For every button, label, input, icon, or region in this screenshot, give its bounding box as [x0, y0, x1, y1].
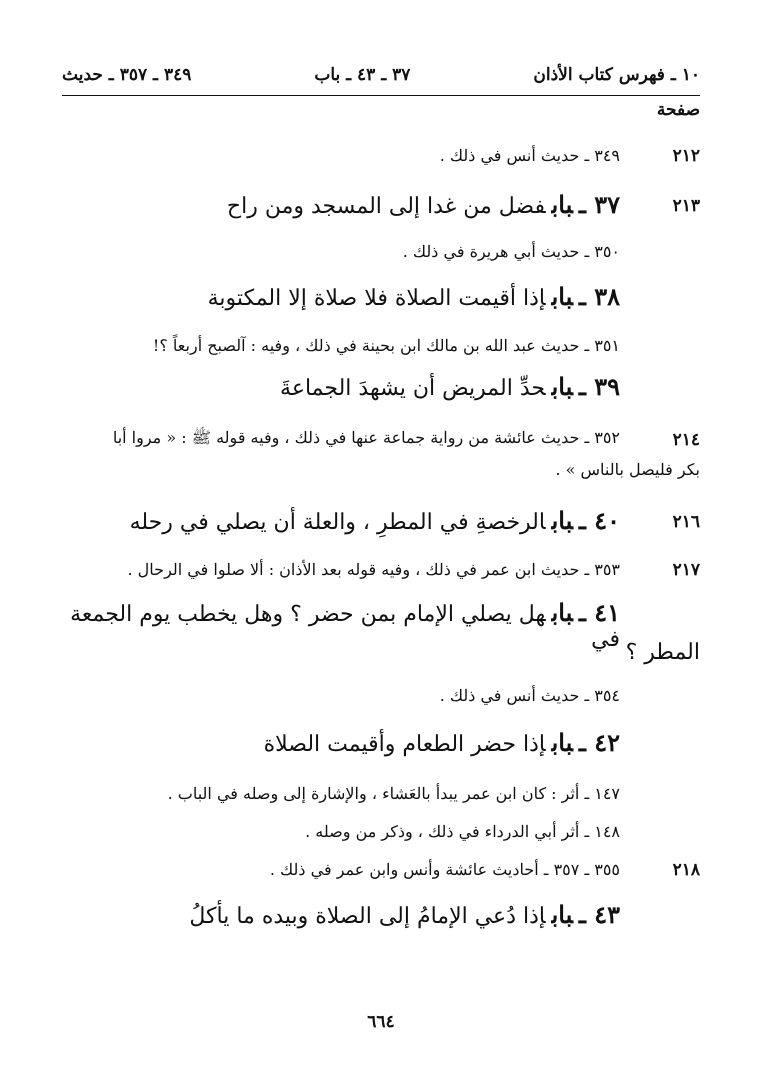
header-bab-range: ٣٧ ـ ٤٣ ـ باب — [314, 65, 411, 85]
page-number: ٢١٦ — [672, 512, 700, 532]
chapter-heading — [56, 282, 620, 311]
page-number: ٢١٧ — [672, 560, 700, 580]
chapter-title: إذا أقيمت الصلاة فلا صلاة إلا المكتوبة — [207, 286, 546, 311]
index-entry — [56, 822, 700, 848]
chapter-entry — [56, 506, 700, 540]
index-entry — [56, 146, 700, 172]
index-entry — [56, 428, 700, 486]
chapter-number: ٤٠ ـ — [578, 506, 620, 535]
chapter-number: ٤١ ـ — [578, 598, 620, 627]
chapter-heading — [56, 900, 620, 929]
page-footer-number: ٦٦٤ — [367, 1012, 395, 1032]
entry-text: ١٤٨ ـ أثر أبي الدرداء في ذلك ، وذكر من وصله . — [305, 822, 620, 841]
page-number: ٢١٤ — [672, 430, 700, 450]
page-number: ٢١٢ — [672, 146, 700, 166]
chapter-keyword: باب — [551, 900, 573, 929]
chapter-number: ٣٨ ـ — [578, 282, 620, 311]
chapter-entry — [56, 900, 700, 934]
chapter-title: إذا حضر الطعام وأقيمت الصلاة — [263, 732, 546, 757]
index-entry — [56, 242, 700, 268]
chapter-entry — [56, 282, 700, 316]
chapter-heading — [56, 506, 620, 535]
chapter-heading — [56, 372, 620, 401]
chapter-title: إذا دُعي الإمامُ إلى الصلاة وبيده ما يأكلُ — [189, 904, 546, 929]
running-header — [62, 60, 700, 90]
chapter-number: ٤٣ ـ — [578, 900, 620, 929]
chapter-number: ٣٧ ـ — [578, 190, 620, 219]
index-entry — [56, 686, 700, 712]
chapter-title: هل يصلي الإمام بمن حضر ؟ وهل يخطب يوم الجمعة في — [70, 602, 620, 652]
index-entry — [56, 860, 700, 886]
chapter-keyword: باب — [551, 190, 573, 219]
chapter-title-continued: المطر ؟ — [625, 640, 700, 665]
chapter-entry — [56, 190, 700, 224]
chapter-title: الرخصةِ في المطرِ ، والعلة أن يصلي في رحله — [129, 510, 546, 535]
page-number: ٢١٨ — [672, 860, 700, 880]
index-entry — [56, 336, 700, 362]
index-entry — [56, 784, 700, 810]
entry-text: ٣٥٢ ـ حديث عائشة من رواية جماعة عنها في ذلك ، وفيه قوله ﷺ : « مروا أبا — [112, 428, 620, 447]
chapter-heading — [56, 728, 620, 757]
chapter-title: حدِّ المريض أن يشهدَ الجماعةَ — [280, 376, 546, 401]
chapter-keyword: باب — [551, 598, 573, 627]
entry-text: ٣٥٠ ـ حديث أبي هريرة في ذلك . — [402, 242, 620, 261]
chapter-heading — [56, 190, 620, 219]
chapter-keyword: باب — [551, 372, 573, 401]
header-hadith-range: ٣٤٩ ـ ٣٥٧ ـ حديث — [62, 65, 192, 85]
entry-text: ١٤٧ ـ أثر : كان ابن عمر يبدأ بالعَشاء ، والإشارة إلى وصله في الباب . — [167, 784, 620, 803]
entry-text: ٣٥٥ ـ ٣٥٧ ـ أحاديث عائشة وأنس وابن عمر في ذلك . — [269, 860, 620, 879]
entry-text: ٣٥٤ ـ حديث أنس في ذلك . — [439, 686, 620, 705]
chapter-keyword: باب — [551, 728, 573, 757]
header-chapter: ١٠ ـ فهرس كتاب الأذان — [533, 65, 700, 85]
entry-text-continued: بكر فليصل بالناس » . — [555, 460, 700, 479]
entry-text: ٣٤٩ ـ حديث أنس في ذلك . — [439, 146, 620, 165]
page-number: ٢١٣ — [672, 196, 700, 216]
chapter-entry — [56, 598, 700, 678]
chapter-entry — [56, 728, 700, 762]
chapter-title: فضل من غدا إلى المسجد ومن راح — [226, 194, 546, 219]
entry-text: ٣٥٣ ـ حديث ابن عمر في ذلك ، وفيه قوله بعد الأذان : ألا صلوا في الرحال . — [127, 560, 620, 579]
chapter-number: ٣٩ ـ — [578, 372, 620, 401]
header-divider — [62, 95, 700, 96]
chapter-entry — [56, 372, 700, 406]
page-column-label: صفحة — [656, 100, 700, 120]
chapter-keyword: باب — [551, 282, 573, 311]
entry-text: ٣٥١ ـ حديث عبد الله بن مالك ابن بحينة في ذلك ، وفيه : آلصبح أربعاً ؟! — [152, 336, 620, 355]
chapter-number: ٤٢ ـ — [578, 728, 620, 757]
index-entry — [56, 560, 700, 586]
chapter-keyword: باب — [551, 506, 573, 535]
